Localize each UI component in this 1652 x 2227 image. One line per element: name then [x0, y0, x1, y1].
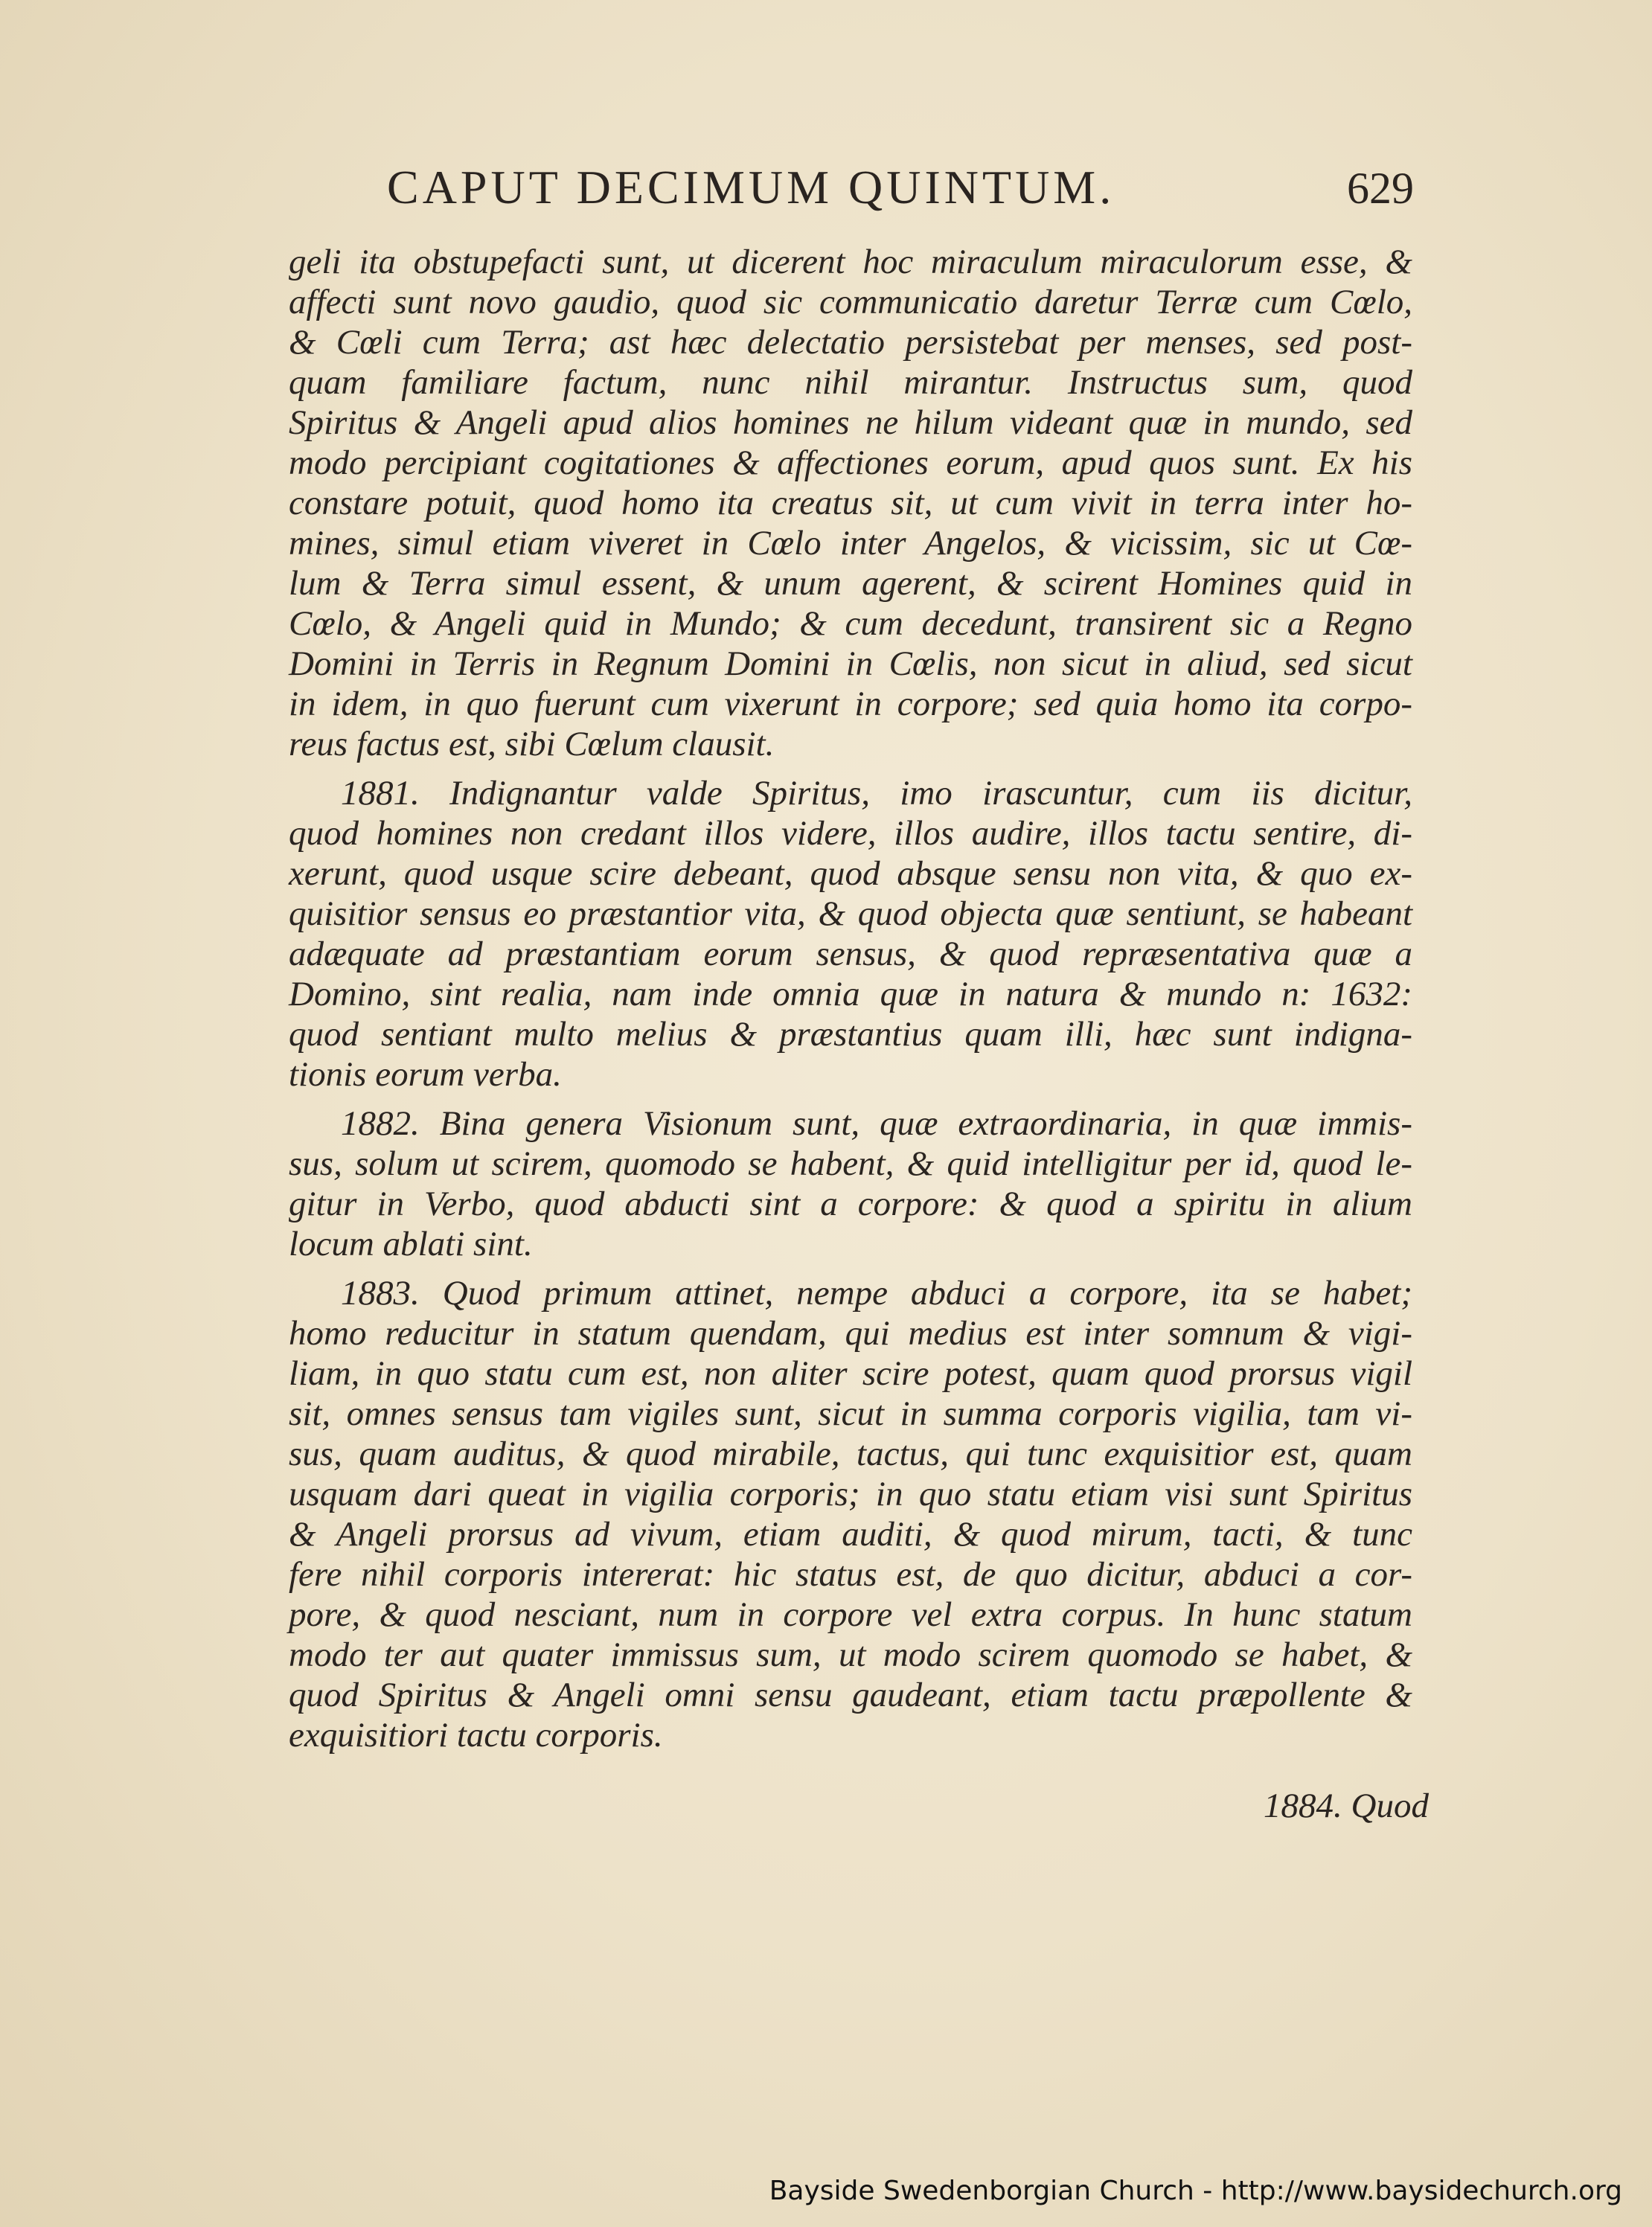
text-line: modo percipiant cogitationes & affectiones eorum, apud quos sunt. Ex his: [289, 443, 1412, 482]
text-line: exquisitiori tactu corporis.: [289, 1716, 663, 1755]
text-line: sit, omnes sensus tam vigiles sunt, sicut in summa corporis vigilia, tam vi-: [289, 1394, 1412, 1433]
text-line: & Cœli cum Terra; ast hæc delectatio persistebat per menses, sed post-: [289, 323, 1412, 362]
text-line: quisitior sensus eo præstantior vita, & quod objecta quæ sentiunt, se habeant: [289, 894, 1412, 933]
text-line: quam familiare factum, nunc nihil mirantur. Instructus sum, quod: [289, 363, 1412, 402]
text-line: constare potuit, quod homo ita creatus sit, ut cum vivit in terra inter ho-: [289, 484, 1412, 522]
text-line: fere nihil corporis intererat: hic status est, de quo dicitur, abduci a cor-: [289, 1555, 1412, 1594]
text-line: gitur in Verbo, quod abducti sint a corpore: & quod a spiritu in alium: [289, 1185, 1412, 1223]
text-line: & Angeli prorsus ad vivum, etiam auditi, & quod mirum, tacti, & tunc: [289, 1515, 1412, 1554]
text-line: quod Spiritus & Angeli omni sensu gaudeant, etiam tactu præpollente &: [289, 1676, 1412, 1714]
running-header: [387, 160, 1414, 227]
text-line: xerunt, quod usque scire debeant, quod absque sensu non vita, & quo ex-: [289, 854, 1412, 893]
text-line: pore, & quod nesciant, num in corpore vel extra corpus. In hunc statum: [289, 1595, 1412, 1634]
text-line: Domino, sint realia, nam inde omnia quæ in natura & mundo n: 1632:: [289, 975, 1412, 1013]
text-line: 1883. Quod primum attinet, nempe abduci a corpore, ita se habet;: [341, 1274, 1412, 1313]
text-line: in idem, in quo fuerunt cum vixerunt in corpore; sed quia homo ita corpo-: [289, 685, 1412, 723]
chapter-title: CAPUT DECIMUM QUINTUM.: [387, 161, 1115, 214]
page-number: 629: [1347, 164, 1414, 213]
catchword: 1884. Quod: [1264, 1787, 1429, 1825]
watermark-footer: Bayside Swedenborgian Church - http://www.baysidechurch.org: [769, 2176, 1622, 2206]
text-line: Spiritus & Angeli apud alios homines ne hilum videant quæ in mundo, sed: [289, 403, 1412, 442]
text-line: lum & Terra simul essent, & unum agerent, & scirent Homines quid in: [289, 564, 1412, 603]
text-line: 1881. Indignantur valde Spiritus, imo irascuntur, cum iis dicitur,: [341, 774, 1412, 813]
paragraph: [289, 242, 1412, 764]
body-text: [289, 242, 1412, 1755]
paragraph: [289, 773, 1412, 1095]
text-line: homo reducitur in statum quendam, qui medius est inter somnum & vigi-: [289, 1314, 1412, 1353]
text-line: quod sentiant multo melius & præstantius quam illi, hæc sunt indigna-: [289, 1015, 1412, 1054]
text-line: usquam dari queat in vigilia corporis; in quo statu etiam visi sunt Spiritus: [289, 1475, 1412, 1513]
text-line: geli ita obstupefacti sunt, ut dicerent hoc miraculum miraculorum esse, &: [289, 243, 1412, 281]
text-line: affecti sunt novo gaudio, quod sic communicatio daretur Terræ cum Cœlo,: [289, 283, 1412, 321]
text-line: sus, solum ut scirem, quomodo se habent, & quid intelligitur per id, quod le-: [289, 1144, 1412, 1183]
text-line: Cœlo, & Angeli quid in Mundo; & cum decedunt, transirent sic a Regno: [289, 604, 1412, 643]
text-line: sus, quam auditus, & quod mirabile, tactus, qui tunc exquisitior est, quam: [289, 1435, 1412, 1473]
text-line: 1882. Bina genera Visionum sunt, quæ extraordinaria, in quæ immis-: [341, 1104, 1412, 1143]
text-line: Domini in Terris in Regnum Domini in Cœlis, non sicut in aliud, sed sicut: [289, 644, 1412, 683]
paragraph: [289, 1273, 1412, 1755]
text-line: quod homines non credant illos videre, illos audire, illos tactu sentire, di-: [289, 814, 1412, 853]
text-line: locum ablati sint.: [289, 1225, 533, 1263]
text-line: adæquate ad præstantiam eorum sensus, & quod repræsentativa quæ a: [289, 935, 1412, 973]
text-line: reus factus est, sibi Cœlum clausit.: [289, 725, 775, 763]
paragraph: [289, 1103, 1412, 1264]
text-line: modo ter aut quater immissus sum, ut modo scirem quomodo se habet, &: [289, 1635, 1412, 1674]
text-line: liam, in quo statu cum est, non aliter scire potest, quam quod prorsus vigil: [289, 1354, 1412, 1393]
text-line: tionis eorum verba.: [289, 1055, 562, 1094]
text-line: mines, simul etiam viveret in Cœlo inter Angelos, & vicissim, sic ut Cœ-: [289, 524, 1412, 563]
